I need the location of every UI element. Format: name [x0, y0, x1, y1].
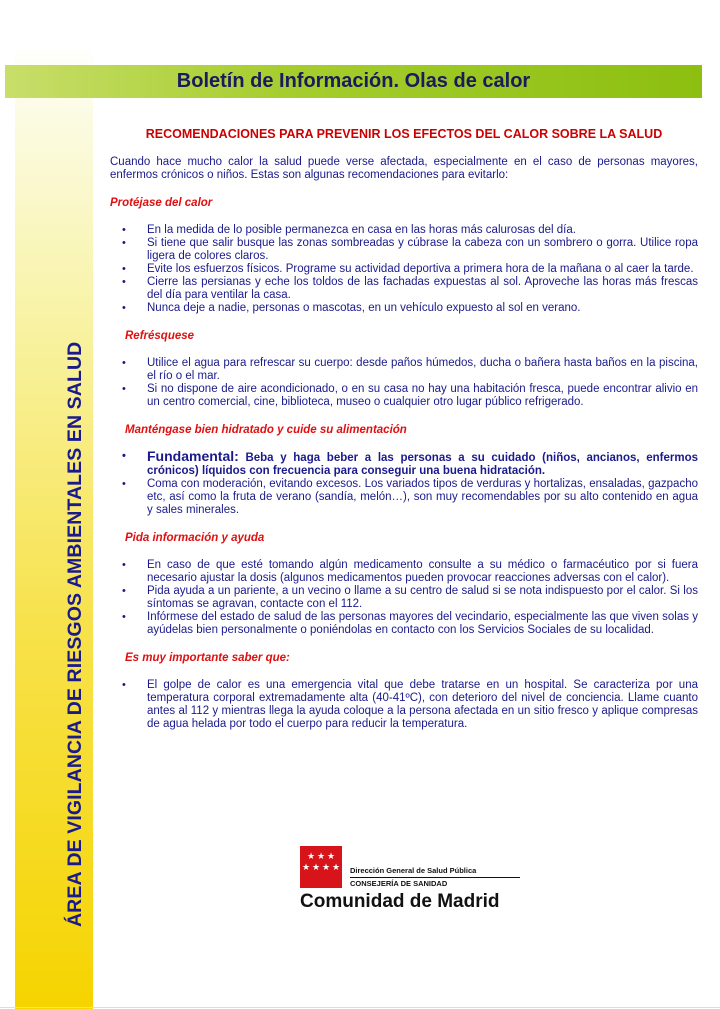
fundamental-text: Beba y haga beber a las personas a su cuidado (niños, ancianos, enfermos crónicos) líquidos con frecuencia para conseguir una buena hidratación.: [147, 452, 698, 477]
sidebar-vertical-label: ÁREA DE VIGILANCIA DE RIESGOS AMBIENTALES EN SALUD: [64, 341, 86, 927]
section-title-protect: Protéjase del calor: [110, 197, 213, 209]
list-item: • El golpe de calor es una emergencia vital que debe tratarse en un hospital. Se caracteriza por una temperatura corporal extremadamente alta (40-41ºC), con deterioro del nivel de conciencia. Llame cuanto antes al 112 y mientras llega la ayuda coloque a la persona afectada en un sitio fresco y aplique compresas de agua helada por todo el cuerpo para reducir la temperatura.: [110, 679, 698, 731]
cool-down-list: [110, 357, 698, 409]
logo-name: Comunidad de Madrid: [300, 891, 500, 912]
intro-paragraph: Cuando hace mucho calor la salud puede verse afectada, especialmente en el caso de personas mayores, enfermos crónicos o niños. Estas son algunas recomendaciones para evitarlo:: [110, 156, 698, 181]
logo-department: CONSEJERÍA DE SANIDAD: [350, 879, 448, 888]
list-item: • Si no dispone de aire acondicionado, o en su casa no hay una habitación fresca, puede encontrar alivio en un centro comercial, cine, biblioteca, museo o cualquier otro lugar público refrigerado.: [110, 383, 698, 409]
list-item: • Infórmese del estado de salud de las personas mayores del vecindario, especialmente las que viven solas y ayúdelas bien personalmente o poniéndolas en contacto con los Servicios Sociales de su localidad.: [110, 611, 698, 637]
section-title-important: Es muy importante saber que:: [125, 652, 290, 664]
list-item: • Utilice el agua para refrescar su cuerpo: desde paños húmedos, ducha o bañera hasta baños en la piscina, el río o el mar.: [110, 357, 698, 383]
title-banner: [5, 65, 702, 98]
list-item: • En la medida de lo posible permanezca en casa en las horas más calurosas del día.: [110, 224, 698, 237]
list-item: • Pida ayuda a un pariente, a un vecino o llame a su centro de salud si se nota indispuesto por el calor. Si los síntomas se agravan, contacte con el 112.: [110, 585, 698, 611]
list-item: • Nunca deje a nadie, personas o mascotas, en un vehículo expuesto al sol en verano.: [110, 302, 698, 315]
logo-directorate: Dirección General de Salud Pública: [350, 866, 477, 875]
madrid-flag-icon: ★ ★ ★ ★ ★ ★ ★: [300, 846, 342, 888]
list-item: • Cierre las persianas y eche los toldos de las fachadas expuestas al sol. Aproveche las horas más frescas del día para ventilar la casa.: [110, 276, 698, 302]
list-item: • Si tiene que salir busque las zonas sombreadas y cúbrase la cabeza con un sombrero o gorra. Utilice ropa ligera de colores claros.: [110, 237, 698, 263]
recommendations-heading: RECOMENDACIONES PARA PREVENIR LOS EFECTOS DEL CALOR SOBRE LA SALUD: [145, 127, 663, 141]
list-item: • Evite los esfuerzos físicos. Programe su actividad deportiva a primera hora de la mañana o al caer la tarde.: [110, 263, 698, 276]
list-item: • Coma con moderación, evitando excesos. Los variados tipos de verduras y hortalizas, ensaladas, gazpacho etc, así como la fruta de verano (sandía, melón…), son muy recomendables por su alto contenido en agua y sales minerales.: [110, 478, 698, 517]
hydration-list: [110, 450, 698, 517]
info-help-list: [110, 559, 698, 637]
important-list: [110, 679, 698, 731]
comunidad-madrid-logo: [300, 846, 540, 916]
main-content: [110, 127, 698, 731]
section-title-hydration: Manténgase bien hidratado y cuide su alimentación: [125, 424, 407, 436]
section-title-info-help: Pida información y ayuda: [125, 532, 265, 544]
logo-divider: [350, 877, 520, 878]
protect-list: [110, 224, 698, 315]
list-item: • En caso de que esté tomando algún medicamento consulte a su médico o farmacéutico por si fuera necesario ajustar la dosis (algunos medicamentos pueden provocar reacciones adversas con el calor).: [110, 559, 698, 585]
fundamental-label: Fundamental:: [147, 448, 239, 464]
list-item-fundamental: [110, 450, 698, 478]
section-title-cool-down: Refrésquese: [125, 330, 195, 342]
footer-divider: [0, 1007, 720, 1008]
page-title: Boletín de Información. Olas de calor: [176, 70, 531, 92]
